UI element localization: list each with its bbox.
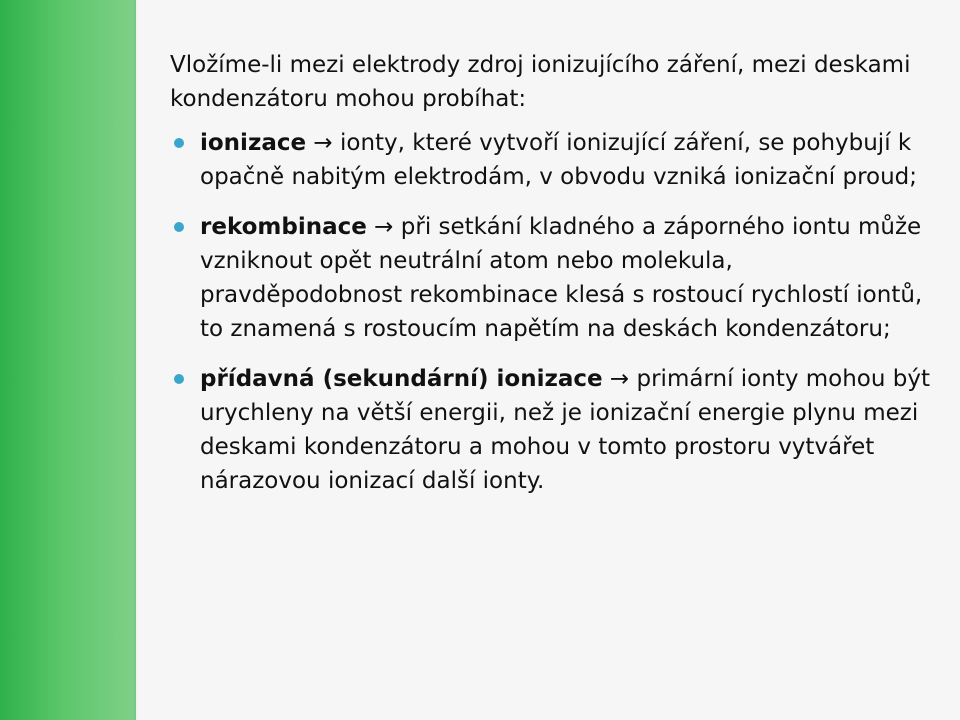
description-ionizace: → ionty, které vytvoří ionizující záření, se pohybují k opačně nabitým elektrodám, v obvodu vzniká ionizační proud; (200, 130, 918, 190)
list-item-ionizace (170, 126, 930, 194)
bullet-icon (174, 222, 184, 232)
description-rekombinace: → při setkání kladného a záporného iontu může vzniknout opět neutrální atom nebo molekula, pravděpodobnost rekombinace klesá s rostoucí rychlostí iontů, to znamená s rostoucím napětím na deskách kondenzátoru; (200, 214, 923, 342)
decorative-green-sidebar (0, 0, 136, 720)
list-item-pridavna-ionizace (170, 362, 930, 498)
intro-paragraph: Vložíme-li mezi elektrody zdroj ionizujícího záření, mezi deskami kondenzátoru mohou probíhat: (170, 52, 911, 112)
bullet-list (170, 126, 930, 498)
description-pridavna-ionizace: → primární ionty mohou být urychleny na větší energii, než je ionizační energie plynu mezi deskami kondenzátoru a mohou v tomto prostoru vytvářet nárazovou ionizací další ionty. (200, 366, 930, 494)
term-ionizace: ionizace (200, 130, 307, 156)
term-pridavna-ionizace: přídavná (sekundární) ionizace (200, 366, 603, 392)
bullet-icon (174, 138, 184, 148)
bullet-icon (174, 374, 184, 384)
list-item-rekombinace (170, 210, 930, 346)
term-rekombinace: rekombinace (200, 214, 367, 240)
slide-content (170, 48, 930, 514)
sidebar-edge-shadow (134, 0, 138, 720)
